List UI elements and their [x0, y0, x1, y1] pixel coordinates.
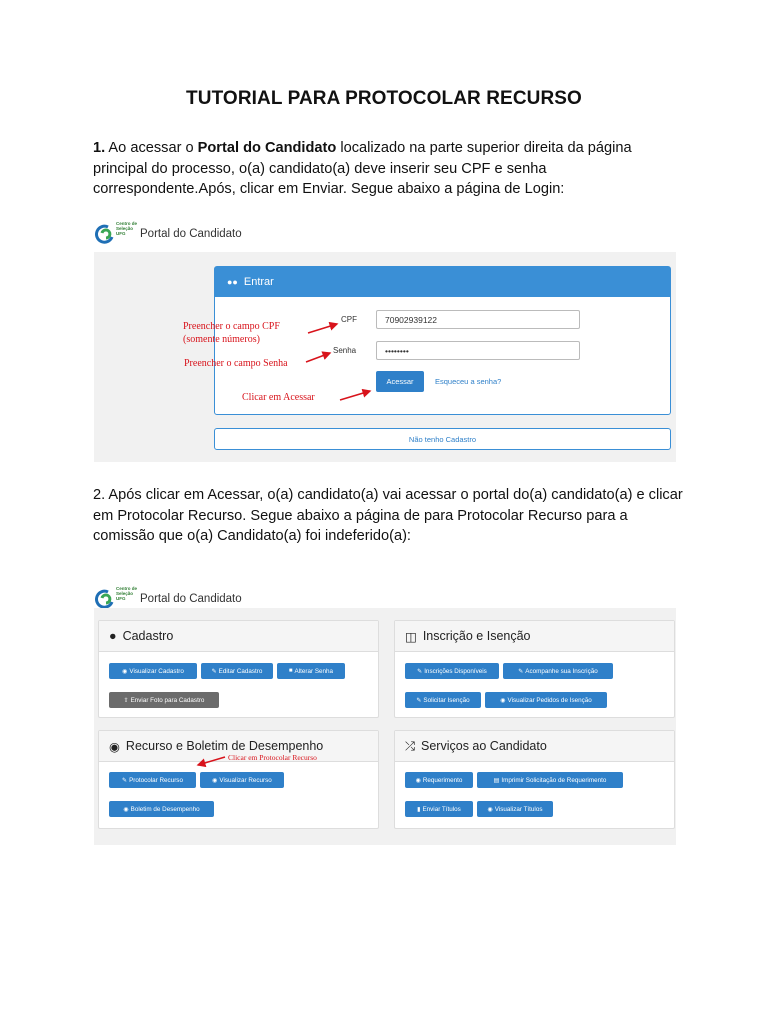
requerimento-label: Requerimento — [422, 776, 463, 784]
step2-paragraph: 2. Após clicar em Acessar, o(a) candidato(a) vai acessar o portal do(a) candidato(a) e clicar em Protocolar Recurso. Segue abaixo a página de para Protocolar Recurso para a comissão que o(a) Candidato(a) foi indeferido(a): — [93, 487, 683, 544]
arrow-acessar — [340, 391, 370, 400]
pencil-icon: ✎ — [416, 697, 422, 704]
acessar-button[interactable]: Acessar — [376, 371, 424, 392]
page-title: TUTORIAL PARA PROTOCOLAR RECURSO — [186, 88, 582, 109]
panel-servicos-title: Serviços ao Candidato — [421, 739, 547, 753]
portal-screenshot — [94, 580, 676, 845]
visualizar-cadastro-label: Visualizar Cadastro — [129, 667, 184, 675]
forgot-password-link[interactable]: Esqueceu a senha? — [435, 377, 502, 386]
cpf-input[interactable]: 70902939122 — [376, 310, 580, 329]
visualizar-pedidos-isencao-label: Visualizar Pedidos de Isenção — [507, 696, 592, 704]
pencil-icon: ✎ — [417, 668, 423, 675]
no-account-button[interactable]: Não tenho Cadastro — [214, 428, 671, 450]
annotation-acessar: Clicar em Acessar — [242, 392, 315, 403]
eye-icon: ◉ — [415, 777, 421, 784]
user-icon: ● — [109, 629, 117, 643]
logo-text: Centro de Seleção UFG — [116, 586, 138, 601]
arrow-cpf — [308, 324, 337, 333]
enviar-foto-label: Enviar Foto para Cadastro — [130, 696, 205, 704]
eye-icon: ◉ — [123, 806, 129, 813]
step1-bold: Portal do Candidato — [197, 140, 337, 156]
senha-label: Senha — [333, 346, 357, 355]
lock-icon: ■ — [288, 668, 293, 674]
senha-input[interactable]: •••••••• — [376, 341, 580, 360]
pencil-icon: ✎ — [122, 777, 128, 784]
annotation-arrow-protocolar — [94, 580, 676, 845]
panel-inscricao-title: Inscrição e Isenção — [422, 629, 531, 643]
alterar-senha-label: Alterar Senha — [294, 667, 334, 675]
portal-name: Portal do Candidato — [140, 593, 242, 605]
inscricoes-disponiveis-label: Inscrições Disponíveis — [424, 667, 487, 675]
annotation-cpf-1: Preencher o campo CPF — [183, 321, 280, 332]
acompanhe-inscricao-label: Acompanhe sua Inscrição — [525, 667, 598, 675]
pencil-icon: ✎ — [518, 668, 524, 675]
boletim-desempenho-label: Boletim de Desempenho — [130, 805, 200, 813]
arrow-senha — [306, 353, 330, 362]
protocolar-recurso-label: Protocolar Recurso — [129, 776, 183, 784]
eye-icon: ◉ — [500, 697, 506, 704]
upload-icon: ⇧ — [123, 697, 129, 704]
eye-icon: ◉ — [212, 777, 218, 784]
arrow-protocolar — [198, 757, 225, 765]
comment-icon: ◉ — [109, 739, 120, 754]
solicitar-isencao-label: Solicitar Isenção — [423, 696, 470, 704]
eye-icon: ◉ — [122, 668, 128, 675]
step1-text-b: localizado na parte superior direita da página principal do processo, o(a) candidato(a) deve inserir seu CPF e senha correspondente.Após, clicar em Enviar. Segue abaixo a página de Login: — [93, 140, 632, 197]
cpf-label: CPF — [341, 315, 357, 324]
step1-text-a: Ao acessar o — [105, 140, 198, 156]
editar-cadastro-label: Editar Cadastro — [218, 667, 263, 675]
file-icon: ▮ — [417, 806, 421, 813]
edit-icon: ✎ — [211, 668, 217, 675]
annotation-arrows — [94, 215, 676, 462]
portal-name: Portal do Candidato — [140, 228, 242, 240]
annotation-senha: Preencher o campo Senha — [184, 358, 288, 369]
random-icon: ⤮ — [405, 738, 416, 753]
imprimir-requerimento-label: Imprimir Solicitação de Requerimento — [501, 776, 607, 784]
annotation-protocolar: Clicar em Protocolar Recurso — [228, 753, 317, 762]
folder-open-icon: ◫ — [405, 629, 417, 644]
step1-number: 1. — [93, 140, 106, 156]
visualizar-recurso-label: Visualizar Recurso — [219, 776, 272, 784]
panel-recurso-title: Recurso e Boletim de Desempenho — [125, 739, 324, 753]
login-card-title: Entrar — [243, 276, 274, 288]
enviar-titulos-label: Enviar Títulos — [422, 805, 461, 813]
eye-icon: ◉ — [487, 806, 493, 813]
print-icon: ▤ — [493, 777, 500, 784]
panel-cadastro-title: Cadastro — [122, 629, 174, 643]
logo-text: Centro de Seleção UFG — [116, 221, 138, 236]
login-screenshot — [94, 215, 676, 462]
visualizar-titulos-label: Visualizar Títulos — [494, 805, 543, 813]
annotation-cpf-2: (somente números) — [183, 334, 260, 345]
users-icon: ●● — [227, 277, 238, 287]
step1-paragraph — [93, 138, 683, 200]
